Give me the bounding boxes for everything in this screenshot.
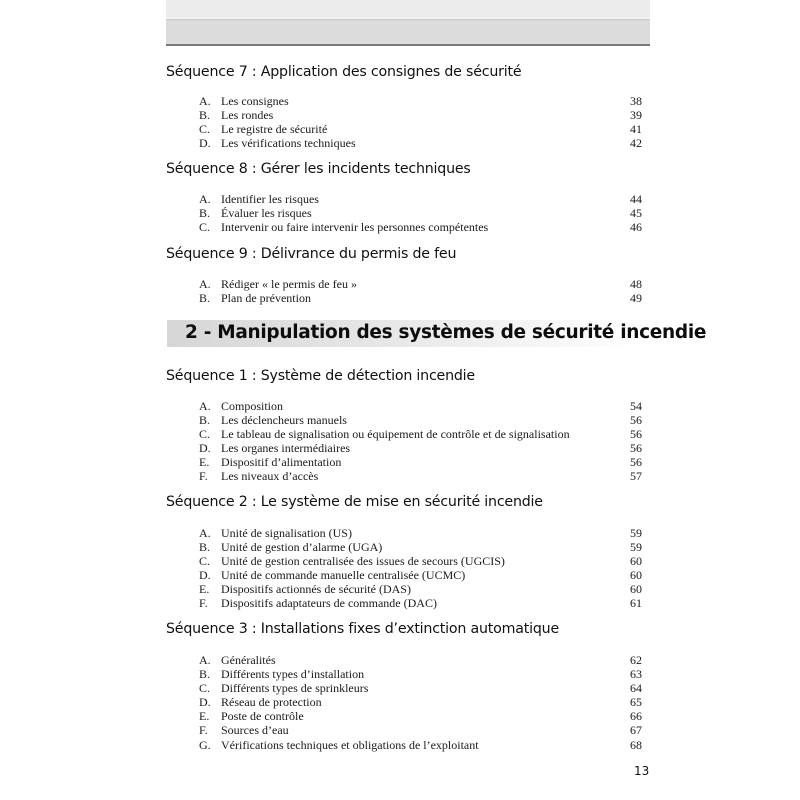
entry-letter: F. [199, 723, 208, 738]
sequence-2-items [199, 526, 642, 611]
toc-entry[interactable] [199, 455, 642, 469]
sequence-7-items [199, 94, 642, 150]
entry-page: 57 [630, 469, 642, 484]
part-header [167, 320, 707, 347]
toc-entry[interactable] [199, 709, 642, 723]
entry-letter: A. [199, 277, 211, 291]
entry-letter: D. [199, 568, 211, 583]
entry-label: Différents types d’installation [221, 667, 365, 682]
sequence-1-title: Séquence 1 : Système de détection incendie [166, 368, 475, 384]
toc-entry[interactable] [199, 540, 642, 554]
toc-entry[interactable] [199, 136, 642, 150]
entry-page: 49 [630, 291, 642, 306]
toc-entry[interactable] [199, 277, 642, 291]
toc-entry[interactable] [199, 427, 642, 441]
toc-entry[interactable] [199, 738, 642, 752]
entry-letter: C. [199, 220, 211, 235]
toc-entry[interactable] [199, 582, 642, 596]
entry-page: 54 [630, 399, 642, 413]
entry-page: 56 [630, 441, 642, 456]
entry-page: 59 [630, 526, 642, 540]
entry-label: Les déclencheurs manuels [221, 413, 347, 428]
entry-letter: D. [199, 695, 211, 710]
entry-label: Unité de gestion d’alarme (UGA) [221, 540, 383, 555]
toc-entry[interactable] [199, 469, 642, 483]
sequence-3-items [199, 653, 642, 752]
entry-label: Sources d’eau [221, 723, 289, 738]
entry-label: Le tableau de signalisation ou équipement de contrôle et de signalisation [221, 427, 570, 442]
sequence-8-title: Séquence 8 : Gérer les incidents techniques [166, 161, 471, 177]
header-band-light [166, 0, 650, 19]
entry-label: Les vérifications techniques [221, 136, 356, 151]
sequence-7-title: Séquence 7 : Application des consignes de sécurité [166, 64, 522, 80]
entry-letter: B. [199, 540, 211, 555]
toc-entry[interactable] [199, 653, 642, 667]
entry-letter: A. [199, 94, 211, 108]
entry-letter: A. [199, 526, 211, 540]
entry-letter: F. [199, 596, 208, 611]
entry-letter: B. [199, 667, 211, 682]
entry-letter: A. [199, 399, 211, 413]
entry-label: Les organes intermédiaires [221, 441, 351, 456]
page-header-bar [166, 0, 650, 46]
part-title: 2 - Manipulation des systèmes de sécurité incendie [185, 322, 707, 343]
entry-page: 60 [630, 582, 642, 597]
entry-letter: B. [199, 413, 211, 428]
entry-label: Unité de gestion centralisée des issues de secours (UGCIS) [221, 554, 505, 569]
entry-label: Les consignes [221, 94, 289, 108]
entry-page: 56 [630, 413, 642, 428]
entry-page: 63 [630, 667, 642, 682]
entry-page: 65 [630, 695, 642, 710]
sequence-8-items [199, 192, 642, 234]
entry-label: Identifier les risques [221, 192, 319, 206]
entry-page: 62 [630, 653, 642, 667]
toc-entry[interactable] [199, 723, 642, 737]
entry-letter: C. [199, 122, 211, 137]
entry-page: 66 [630, 709, 642, 724]
entry-page: 56 [630, 427, 642, 442]
entry-page: 41 [630, 122, 642, 137]
entry-label: Généralités [221, 653, 276, 667]
entry-label: Dispositifs actionnés de sécurité (DAS) [221, 582, 411, 597]
entry-page: 67 [630, 723, 642, 738]
header-rule [166, 44, 650, 46]
toc-entry[interactable] [199, 108, 642, 122]
entry-letter: D. [199, 136, 211, 151]
entry-letter: D. [199, 441, 211, 456]
toc-entry[interactable] [199, 399, 642, 413]
entry-page: 45 [630, 206, 642, 221]
toc-entry[interactable] [199, 681, 642, 695]
entry-letter: E. [199, 455, 210, 470]
toc-entry[interactable] [199, 192, 642, 206]
entry-label: Intervenir ou faire intervenir les personnes compétentes [221, 220, 489, 235]
entry-label: Poste de contrôle [221, 709, 304, 724]
header-band-gray [166, 20, 650, 44]
sequence-9-title: Séquence 9 : Délivrance du permis de feu [166, 246, 457, 262]
entry-label: Différents types de sprinkleurs [221, 681, 369, 696]
page-number: 13 [634, 764, 650, 778]
entry-page: 64 [630, 681, 642, 696]
entry-page: 61 [630, 596, 642, 611]
entry-letter: E. [199, 582, 210, 597]
entry-letter: F. [199, 469, 208, 484]
entry-label: Les rondes [221, 108, 274, 123]
entry-letter: C. [199, 554, 211, 569]
entry-letter: C. [199, 681, 211, 696]
sequence-1-items [199, 399, 642, 484]
entry-letter: B. [199, 206, 211, 221]
toc-entry[interactable] [199, 695, 642, 709]
entry-letter: B. [199, 291, 211, 306]
toc-entry[interactable] [199, 441, 642, 455]
sequence-3-title: Séquence 3 : Installations fixes d’extinction automatique [166, 621, 559, 637]
entry-page: 68 [630, 737, 642, 752]
entry-page: 39 [630, 108, 642, 123]
toc-entry[interactable] [199, 413, 642, 427]
sequence-9-items [199, 277, 642, 305]
entry-letter: A. [199, 653, 211, 667]
entry-letter: E. [199, 709, 210, 724]
toc-entry[interactable] [199, 568, 642, 582]
entry-letter: C. [199, 427, 211, 442]
entry-label: Réseau de protection [221, 695, 322, 710]
toc-entry[interactable] [199, 122, 642, 136]
toc-entry[interactable] [199, 220, 642, 234]
entry-page: 60 [630, 568, 642, 583]
entry-label: Les niveaux d’accès [221, 469, 319, 484]
toc-entry[interactable] [199, 206, 642, 220]
entry-page: 46 [630, 220, 642, 235]
entry-letter: G. [199, 737, 211, 752]
entry-label: Le registre de sécurité [221, 122, 328, 137]
entry-letter: B. [199, 108, 211, 123]
sequence-2-title: Séquence 2 : Le système de mise en sécurité incendie [166, 494, 543, 510]
entry-label: Plan de prévention [221, 291, 311, 306]
entry-label: Unité de signalisation (US) [221, 526, 352, 540]
toc-entry[interactable] [199, 526, 642, 540]
entry-page: 56 [630, 455, 642, 470]
entry-page: 44 [630, 192, 642, 206]
entry-label: Rédiger « le permis de feu » [221, 277, 357, 291]
entry-page: 42 [630, 136, 642, 151]
entry-label: Dispositif d’alimentation [221, 455, 342, 470]
entry-label: Unité de commande manuelle centralisée (UCMC) [221, 568, 466, 583]
entry-label: Composition [221, 399, 284, 413]
toc-entry[interactable] [199, 554, 642, 568]
entry-page: 48 [630, 277, 642, 291]
toc-entry[interactable] [199, 94, 642, 108]
entry-label: Vérifications techniques et obligations de l’exploitant [221, 737, 479, 752]
toc-entry[interactable] [199, 667, 642, 681]
entry-label: Dispositifs adaptateurs de commande (DAC) [221, 596, 437, 611]
toc-entry[interactable] [199, 291, 642, 305]
entry-page: 60 [630, 554, 642, 569]
entry-letter: A. [199, 192, 211, 206]
toc-entry[interactable] [199, 596, 642, 610]
entry-page: 38 [630, 94, 642, 108]
entry-page: 59 [630, 540, 642, 555]
entry-label: Évaluer les risques [221, 206, 312, 221]
